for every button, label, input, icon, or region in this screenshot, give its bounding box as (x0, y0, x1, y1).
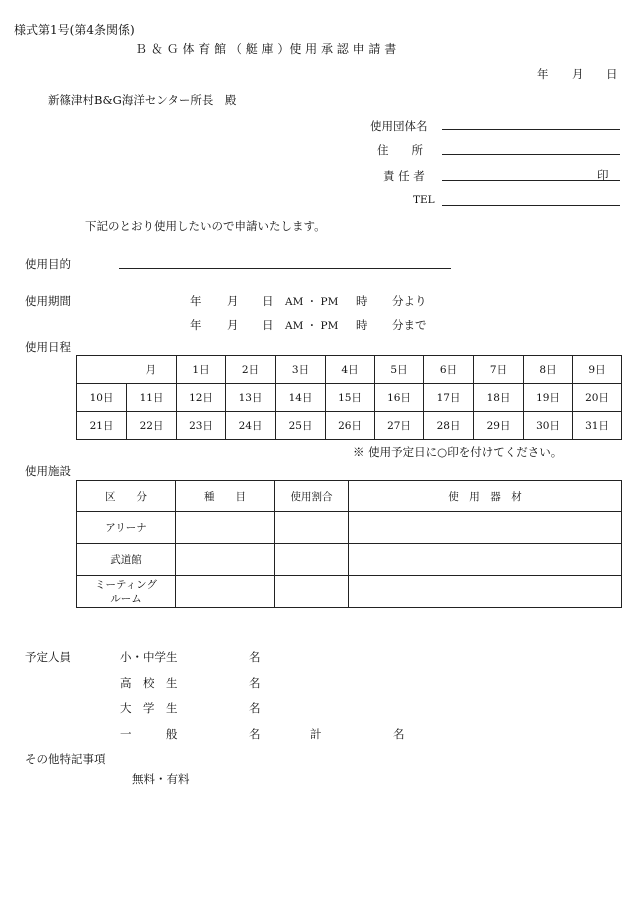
attendee-unit: 名 (249, 650, 261, 664)
facilities-label: 使用施設 (25, 464, 71, 478)
schedule-day-cell[interactable]: 8日 (524, 356, 573, 384)
facilities-header-equipment: 使 用 器 材 (349, 481, 622, 512)
facility-ratio-cell[interactable] (275, 544, 349, 576)
group-name-field[interactable] (442, 129, 620, 130)
period-from-day: 日 (262, 294, 274, 308)
period-from-hour: 時 (356, 294, 368, 308)
form-number: 様式第1号(第4条関係) (14, 23, 135, 37)
schedule-label: 使用日程 (25, 340, 71, 354)
facility-event-cell[interactable] (176, 576, 275, 608)
tel-label: TEL (413, 194, 435, 206)
page-title: Ｂ ＆ Ｇ 体 育 館 （ 艇 庫 ）使 用 承 認 申 請 書 (135, 42, 397, 56)
attendee-unit: 名 (249, 676, 261, 690)
schedule-day-cell[interactable]: 23日 (177, 412, 226, 440)
attendee-unit: 名 (249, 701, 261, 715)
facility-name: アリーナ (77, 512, 176, 544)
schedule-calendar (76, 355, 622, 440)
tel-field[interactable] (442, 205, 620, 206)
facility-ratio-cell[interactable] (275, 512, 349, 544)
facilities-row (77, 512, 622, 544)
date-year: 年 (537, 67, 549, 81)
period-to-minute: 分まで (392, 318, 427, 332)
schedule-day-cell[interactable]: 25日 (276, 412, 326, 440)
facilities-row (77, 544, 622, 576)
schedule-day-cell[interactable]: 1日 (177, 356, 226, 384)
schedule-day-cell[interactable]: 2日 (226, 356, 276, 384)
facilities-header-row (77, 481, 622, 512)
schedule-day-cell[interactable]: 15日 (326, 384, 375, 412)
facility-equipment-cell[interactable] (349, 544, 622, 576)
purpose-label: 使用目的 (25, 257, 71, 271)
request-text: 下記のとおり使用したいので申請いたします。 (85, 219, 326, 233)
schedule-day-cell[interactable]: 31日 (573, 412, 622, 440)
facility-event-cell[interactable] (176, 544, 275, 576)
schedule-day-cell[interactable]: 26日 (326, 412, 375, 440)
facility-equipment-cell[interactable] (349, 512, 622, 544)
schedule-day-cell[interactable]: 28日 (424, 412, 474, 440)
attendee-category: 小・中学生 (120, 650, 178, 664)
schedule-day-cell[interactable]: 11日 (127, 384, 177, 412)
addressee: 新篠津村B&G海洋センター所長 殿 (48, 93, 237, 107)
attendee-total-unit: 名 (393, 727, 405, 741)
period-from-year: 年 (190, 294, 202, 308)
schedule-day-cell[interactable]: 12日 (177, 384, 226, 412)
schedule-day-cell[interactable]: 20日 (573, 384, 622, 412)
facility-name: 武道館 (77, 544, 176, 576)
schedule-day-cell[interactable]: 16日 (375, 384, 424, 412)
period-to-hour: 時 (356, 318, 368, 332)
period-from-ampm[interactable]: AM ・ PM (285, 296, 339, 308)
schedule-day-cell[interactable]: 27日 (375, 412, 424, 440)
facility-equipment-cell[interactable] (349, 576, 622, 608)
facility-ratio-cell[interactable] (275, 576, 349, 608)
facilities-header-ratio: 使用割合 (275, 481, 349, 512)
schedule-day-cell[interactable]: 4日 (326, 356, 375, 384)
period-label: 使用期間 (25, 294, 71, 308)
schedule-month-cell[interactable] (77, 356, 177, 384)
period-from-month: 月 (227, 294, 239, 308)
schedule-day-cell[interactable]: 29日 (474, 412, 524, 440)
period-to-month: 月 (227, 318, 239, 332)
attendee-category: 一 般 (120, 727, 178, 741)
schedule-day-cell[interactable]: 7日 (474, 356, 524, 384)
facility-name: ミーティング ルーム (77, 576, 176, 608)
schedule-day-cell[interactable]: 30日 (524, 412, 573, 440)
remarks-label: その他特記事項 (25, 752, 106, 766)
schedule-day-cell[interactable]: 13日 (226, 384, 276, 412)
schedule-day-cell[interactable]: 21日 (77, 412, 127, 440)
address-field[interactable] (442, 154, 620, 155)
date-month: 月 (572, 67, 584, 81)
facilities-header-event: 種 目 (176, 481, 275, 512)
schedule-day-cell[interactable]: 10日 (77, 384, 127, 412)
schedule-month-label: 月 (145, 364, 156, 376)
purpose-field[interactable] (119, 268, 451, 269)
address-label: 住 所 (377, 143, 423, 157)
schedule-row (77, 384, 622, 412)
schedule-day-cell[interactable]: 6日 (424, 356, 474, 384)
schedule-day-cell[interactable]: 22日 (127, 412, 177, 440)
seal-mark: 印 (597, 168, 609, 182)
facility-event-cell[interactable] (176, 512, 275, 544)
responsible-person-label: 責 任 者 (383, 169, 425, 183)
schedule-day-cell[interactable]: 9日 (573, 356, 622, 384)
period-to-ampm[interactable]: AM ・ PM (285, 320, 339, 332)
attendee-category: 大 学 生 (120, 701, 178, 715)
schedule-day-cell[interactable]: 5日 (375, 356, 424, 384)
attendee-unit: 名 (249, 727, 261, 741)
attendee-total-label: 計 (310, 727, 322, 741)
schedule-day-cell[interactable]: 19日 (524, 384, 573, 412)
facilities-row (77, 576, 622, 608)
period-to-year: 年 (190, 318, 202, 332)
group-name-label: 使用団体名 (370, 119, 428, 133)
facilities-header-category: 区 分 (77, 481, 176, 512)
period-from-minute: 分より (392, 294, 427, 308)
period-to-day: 日 (262, 318, 274, 332)
date-day: 日 (606, 67, 618, 81)
schedule-day-cell[interactable]: 17日 (424, 384, 474, 412)
schedule-day-cell[interactable]: 3日 (276, 356, 326, 384)
fee-option[interactable]: 無料・有料 (132, 772, 190, 786)
schedule-day-cell[interactable]: 14日 (276, 384, 326, 412)
schedule-day-cell[interactable]: 18日 (474, 384, 524, 412)
attendees-label: 予定人員 (25, 650, 71, 664)
schedule-note: ※ 使用予定日に○印を付けてください。 (353, 445, 563, 459)
attendee-category: 高 校 生 (120, 676, 178, 690)
schedule-row (77, 356, 622, 384)
facilities-table (76, 480, 622, 608)
schedule-row (77, 412, 622, 440)
responsible-person-field[interactable] (442, 180, 620, 181)
schedule-day-cell[interactable]: 24日 (226, 412, 276, 440)
